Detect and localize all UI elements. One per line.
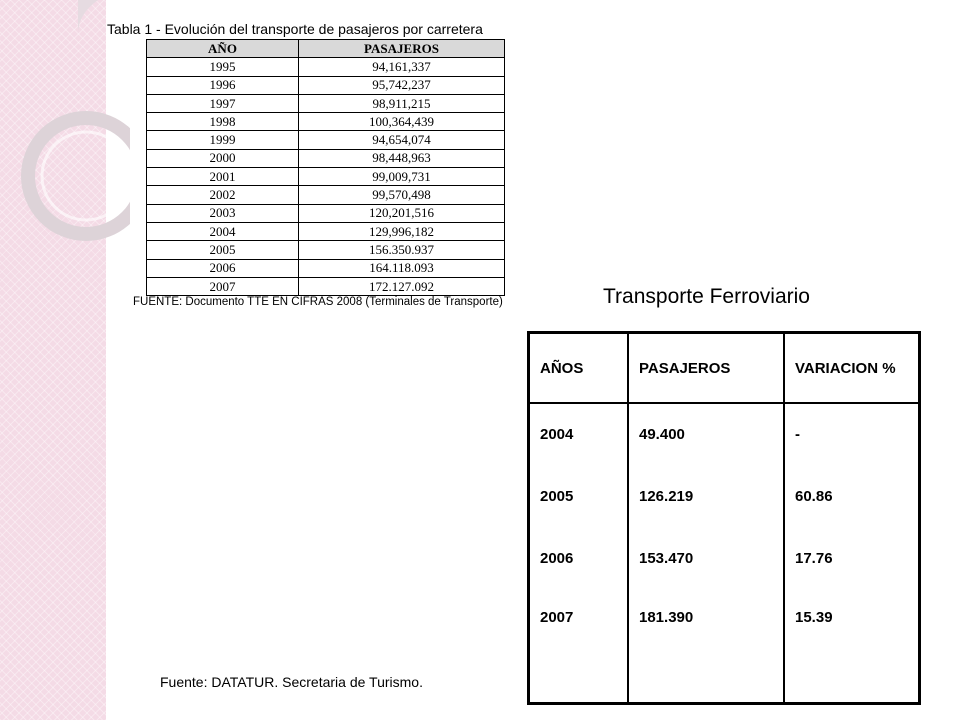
passengers-cell: 164.118.093: [299, 259, 505, 277]
table-row: [147, 76, 505, 94]
table-row: [147, 259, 505, 277]
column-header-passengers: PASAJEROS: [628, 333, 784, 404]
passengers-cell: 98,911,215: [299, 94, 505, 112]
ring-inner: [42, 132, 130, 220]
variation-cell: -: [784, 403, 920, 465]
table-row: [147, 149, 505, 167]
year-cell: 2005: [147, 241, 299, 259]
passengers-cell: 49.400: [628, 403, 784, 465]
passengers-cell: 129,996,182: [299, 222, 505, 240]
table-row: [147, 58, 505, 76]
passengers-cell: 99,009,731: [299, 168, 505, 186]
column-header-year: AÑO: [147, 40, 299, 58]
year-cell: 1997: [147, 94, 299, 112]
variation-cell: 60.86: [784, 465, 920, 527]
year-cell: 2001: [147, 168, 299, 186]
table-row: [529, 465, 920, 527]
passengers-cell: 153.470: [628, 527, 784, 589]
road-table-title: Tabla 1 - Evolución del transporte de pasajeros por carretera: [107, 21, 483, 37]
year-cell: 2000: [147, 149, 299, 167]
passengers-cell: 95,742,237: [299, 76, 505, 94]
table-header-row: [529, 333, 920, 404]
year-cell: 2007: [147, 277, 299, 295]
rail-transport-table: [527, 331, 921, 705]
road-transport-table: [146, 39, 505, 296]
table-row: [147, 277, 505, 295]
road-table-source: FUENTE: Documento TTE EN CIFRAS 2008 (Terminales de Transporte): [133, 296, 503, 308]
table-row: [147, 204, 505, 222]
table-row: [529, 527, 920, 589]
year-cell: 2006: [147, 259, 299, 277]
table-row: [147, 113, 505, 131]
year-cell: 2003: [147, 204, 299, 222]
column-header-variation: VARIACION %: [784, 333, 920, 404]
table-row: [529, 403, 920, 465]
year-cell: 1998: [147, 113, 299, 131]
column-header-years: AÑOS: [529, 333, 629, 404]
table-row: [147, 241, 505, 259]
variation-cell: 17.76: [784, 527, 920, 589]
passengers-cell: 156.350.937: [299, 241, 505, 259]
passengers-cell: 98,448,963: [299, 149, 505, 167]
table-row: [529, 589, 920, 704]
decorative-rings: [0, 0, 130, 320]
passengers-cell: 181.390: [628, 589, 784, 704]
passengers-cell: 99,570,498: [299, 186, 505, 204]
year-cell: 2006: [529, 527, 629, 589]
corner-curl: [78, 0, 98, 34]
passengers-cell: 172.127.092: [299, 277, 505, 295]
rail-table-source: Fuente: DATATUR. Secretaria de Turismo.: [160, 674, 423, 690]
passengers-cell: 94,654,074: [299, 131, 505, 149]
year-cell: 2002: [147, 186, 299, 204]
column-header-passengers: PASAJEROS: [299, 40, 505, 58]
table-header-row: [147, 40, 505, 58]
table-row: [147, 131, 505, 149]
passengers-cell: 126.219: [628, 465, 784, 527]
variation-cell: 15.39: [784, 589, 920, 704]
passengers-cell: 94,161,337: [299, 58, 505, 76]
year-cell: 1999: [147, 131, 299, 149]
year-cell: 2004: [529, 403, 629, 465]
year-cell: 2007: [529, 589, 629, 704]
year-cell: 2004: [147, 222, 299, 240]
table-row: [147, 168, 505, 186]
table-row: [147, 94, 505, 112]
table-row: [147, 222, 505, 240]
year-cell: 1995: [147, 58, 299, 76]
year-cell: 2005: [529, 465, 629, 527]
year-cell: 1996: [147, 76, 299, 94]
passengers-cell: 120,201,516: [299, 204, 505, 222]
passengers-cell: 100,364,439: [299, 113, 505, 131]
rail-section-title: Transporte Ferroviario: [603, 285, 810, 308]
table-row: [147, 186, 505, 204]
